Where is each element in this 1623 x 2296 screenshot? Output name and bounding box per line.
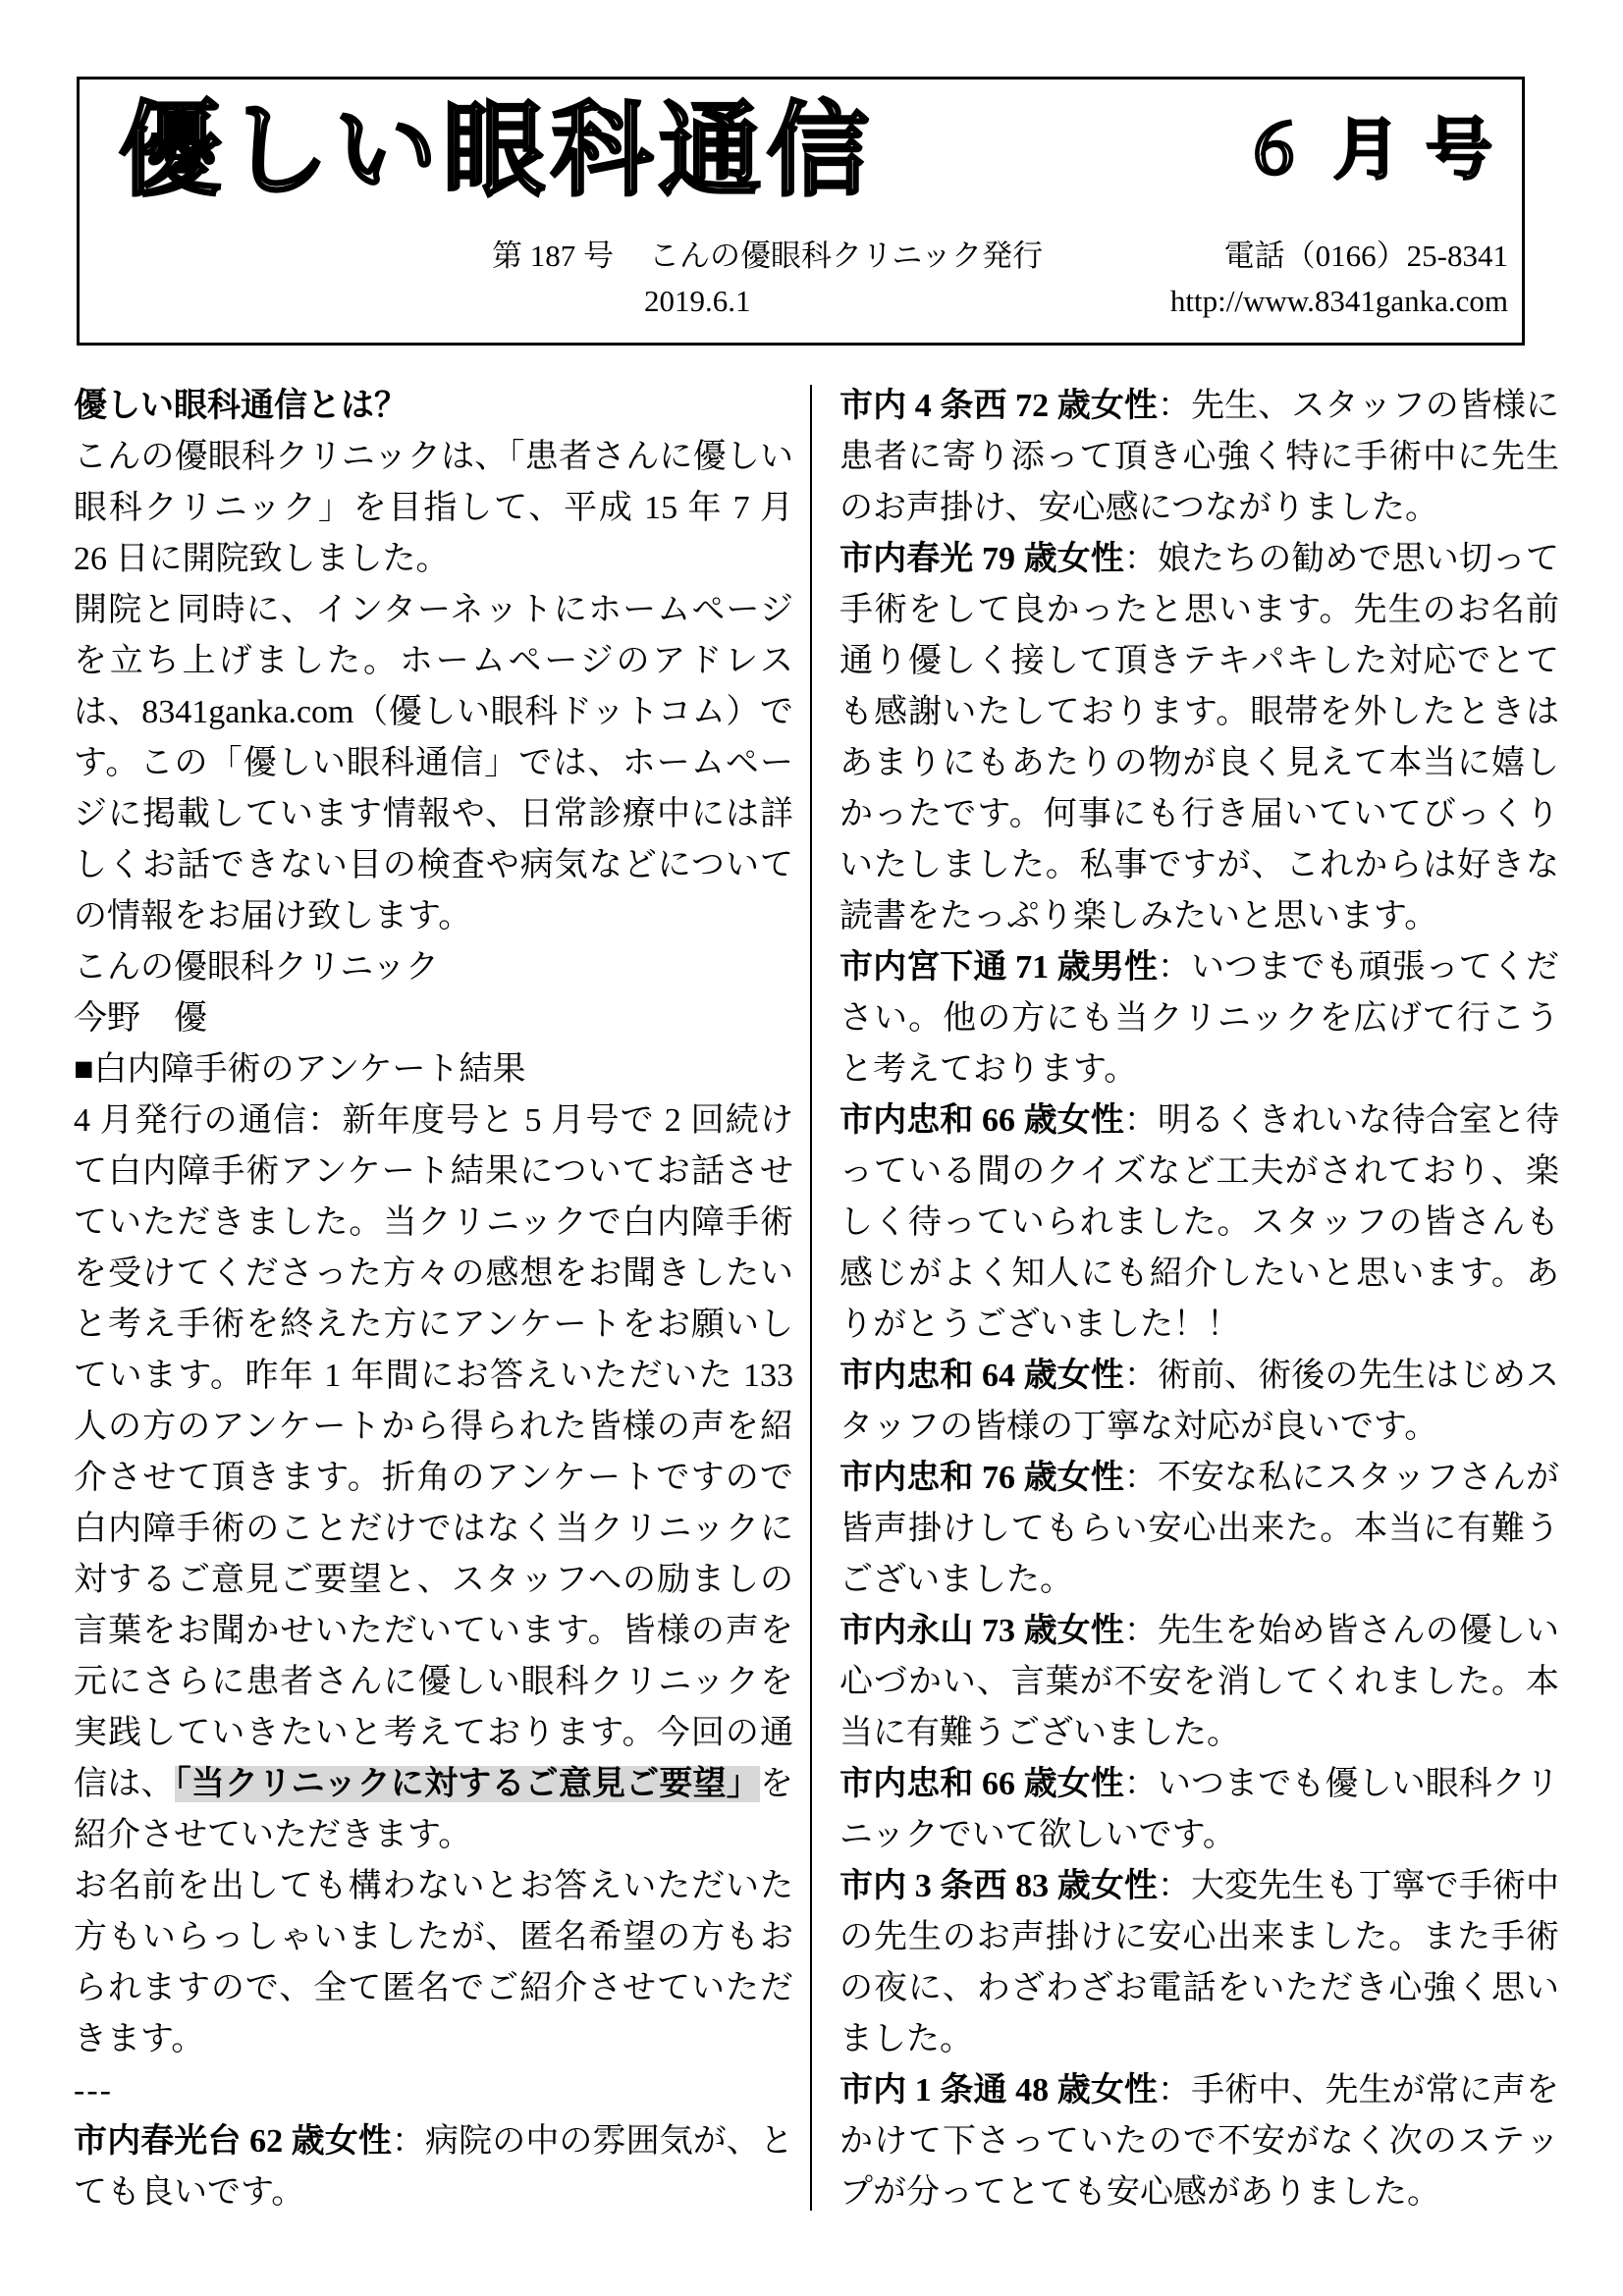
testimonial bbox=[839, 1453, 1559, 1606]
right-column bbox=[839, 381, 1559, 2218]
testimonial-text: ：先生を始め皆さんの優しい心づかい、言葉が不安を消してくれました。本当に有難うございました。 bbox=[839, 1613, 1560, 1751]
testimonial bbox=[839, 534, 1559, 942]
website-url: http://www.8341ganka.com bbox=[1169, 284, 1508, 318]
testimonial bbox=[839, 942, 1559, 1095]
testimonial bbox=[839, 1606, 1559, 1759]
testimonial-text: ：いつまでも頑張ってください。他の方にも当クリニックを広げて行こうと考えております。 bbox=[839, 949, 1559, 1088]
survey-after-text: を紹介させていただきます。 bbox=[74, 1766, 793, 1853]
testimonial-label: 市内永山 73 歳女性 bbox=[839, 1613, 1124, 1649]
about-heading: 優しい眼科通信とは？ bbox=[74, 388, 407, 424]
testimonial-label: 市内忠和 76 歳女性 bbox=[839, 1460, 1124, 1496]
testimonial-label: 市内忠和 64 歳女性 bbox=[839, 1358, 1124, 1394]
section-divider: --- bbox=[74, 2072, 113, 2109]
testimonial-text: ：不安な私にスタッフさんが皆声掛けしてもらい安心出来た。本当に有難うございました。 bbox=[839, 1460, 1560, 1598]
testimonial-label: 市内春光台 62 歳女性 bbox=[74, 2123, 392, 2160]
edition-number: 第 187 号 bbox=[492, 239, 614, 273]
testimonial bbox=[74, 2116, 793, 2218]
testimonial-label: 市内 4 条西 72 歳女性 bbox=[839, 388, 1158, 424]
testimonial-text: ：大変先生も丁寧で手術中の先生のお声掛けに安心出来ました。また手術の夜に、わざわざお電話をいただき心強く思いました。 bbox=[839, 1868, 1559, 2057]
signature-doctor: 今野 優 bbox=[74, 1000, 207, 1037]
issue-date: 2019.6.1 bbox=[644, 284, 751, 318]
testimonial-text: ：娘たちの勧めで思い切って手術をして良かったと思います。先生のお名前通り優しく接して頂きテキパキした対応でとても感謝いたしております。眼帯を外したときはあまりにもあたりの物が良く見えて本当に嬉しかったです。何事にも行き届いていてびっくりいたしました。私事ですが、これからは好きな読書をたっぷり楽しみたいと思います。 bbox=[839, 541, 1560, 934]
survey-body-text: 4 月発行の通信：新年度号と 5 月号で 2 回続けて白内障手術アンケート結果についてお話させていただきました。当クリニックで白内障手術を受けてくださった方々の感想をお聞きしたいと考え手術を終えた方にアンケートをお願いしています。昨年 1 年間にお答えいただいた 133 人の方のアンケートから得られた皆様の声を紹介させて頂きます。折角のアンケートですので白内障手術のことだけではなく当クリニックに対するご意見ご要望と、スタッフへの励ましの言葉をお聞かせいただいています。皆様の声を元にさらに患者さんに優しい眼科クリニックを実践していきたいと考えております。今回の通信は、 bbox=[74, 1102, 793, 1802]
testimonial-label: 市内 3 条西 83 歳女性 bbox=[839, 1868, 1158, 1904]
testimonial-text: ：先生、スタッフの皆様に患者に寄り添って頂き心強く特に手術中に先生のお声掛け、安心感につながりました。 bbox=[839, 388, 1559, 526]
testimonial bbox=[839, 1759, 1559, 1861]
header-info-line1 bbox=[492, 231, 1043, 275]
testimonial-label: 市内春光 79 歳女性 bbox=[839, 541, 1124, 577]
testimonial-label: 市内忠和 66 歳女性 bbox=[839, 1766, 1124, 1802]
testimonial-text: ：術前、術後の先生はじめスタッフの皆様の丁寧な対応が良いです。 bbox=[839, 1358, 1560, 1445]
testimonial-text: ：病院の中の雰囲気が、とても良いです。 bbox=[74, 2123, 793, 2211]
signature-clinic: こんの優眼科クリニック bbox=[74, 949, 439, 986]
testimonial-label: 市内 1 条通 48 歳女性 bbox=[839, 2072, 1158, 2109]
issue-label: ６月号 bbox=[1240, 113, 1518, 187]
column-divider-line bbox=[810, 385, 812, 2211]
header-box bbox=[77, 77, 1525, 346]
testimonial-text: ：いつまでも優しい眼科クリニックでいて欲しいです。 bbox=[839, 1766, 1560, 1853]
testimonial bbox=[839, 1351, 1559, 1453]
survey-highlight-text: 「当クリニックに対するご意見ご要望」 bbox=[174, 1766, 760, 1802]
testimonial-text: ：手術中、先生が常に声をかけて下さっていたので不安がなく次のステップが分ってとても安心感がありました。 bbox=[839, 2072, 1559, 2211]
testimonial bbox=[839, 1861, 1559, 2065]
survey-heading: ■白内障手術のアンケート結果 bbox=[74, 1051, 526, 1088]
testimonial-label: 市内忠和 66 歳女性 bbox=[839, 1102, 1124, 1139]
testimonial bbox=[839, 2065, 1559, 2218]
newsletter-title: 優しい眼科通信 bbox=[119, 94, 876, 208]
body-columns bbox=[74, 381, 1559, 2218]
testimonial bbox=[839, 1095, 1559, 1351]
testimonial-label: 市内宮下通 71 歳男性 bbox=[839, 949, 1158, 986]
phone-number: 電話（0166）25-8341 bbox=[1223, 239, 1508, 273]
about-paragraph-1: こんの優眼科クリニックは、「患者さんに優しい眼科クリニック」を目指して、平成 15 年 7 月 26 日に開院致しました。 bbox=[74, 439, 793, 577]
left-column bbox=[74, 381, 793, 2218]
survey-paragraph bbox=[74, 1095, 793, 1861]
anonymous-note: お名前を出しても構わないとお答えいただいた方もいらっしゃいましたが、匿名希望の方もおられますので、全て匿名でご紹介させていただきます。 bbox=[74, 1868, 793, 2057]
about-paragraph-2: 開院と同時に、インターネットにホームページを立ち上げました。ホームページのアドレスは、8341ganka.com（優しい眼科ドットコム）です。この「優しい眼科通信」では、ホームページに掲載しています情報や、日常診療中には詳しくお話できない目の検査や病気などについての情報をお届け致します。 bbox=[74, 592, 793, 934]
testimonial-text: ：明るくきれいな待合室と待っている間のクイズなど工夫がされており、楽しく待っていられました。スタッフの皆さんも感じがよく知人にも紹介したいと思います。ありがとうございました！！ bbox=[839, 1102, 1560, 1343]
publisher: こんの優眼科クリニック発行 bbox=[649, 239, 1044, 273]
testimonial bbox=[839, 381, 1559, 534]
